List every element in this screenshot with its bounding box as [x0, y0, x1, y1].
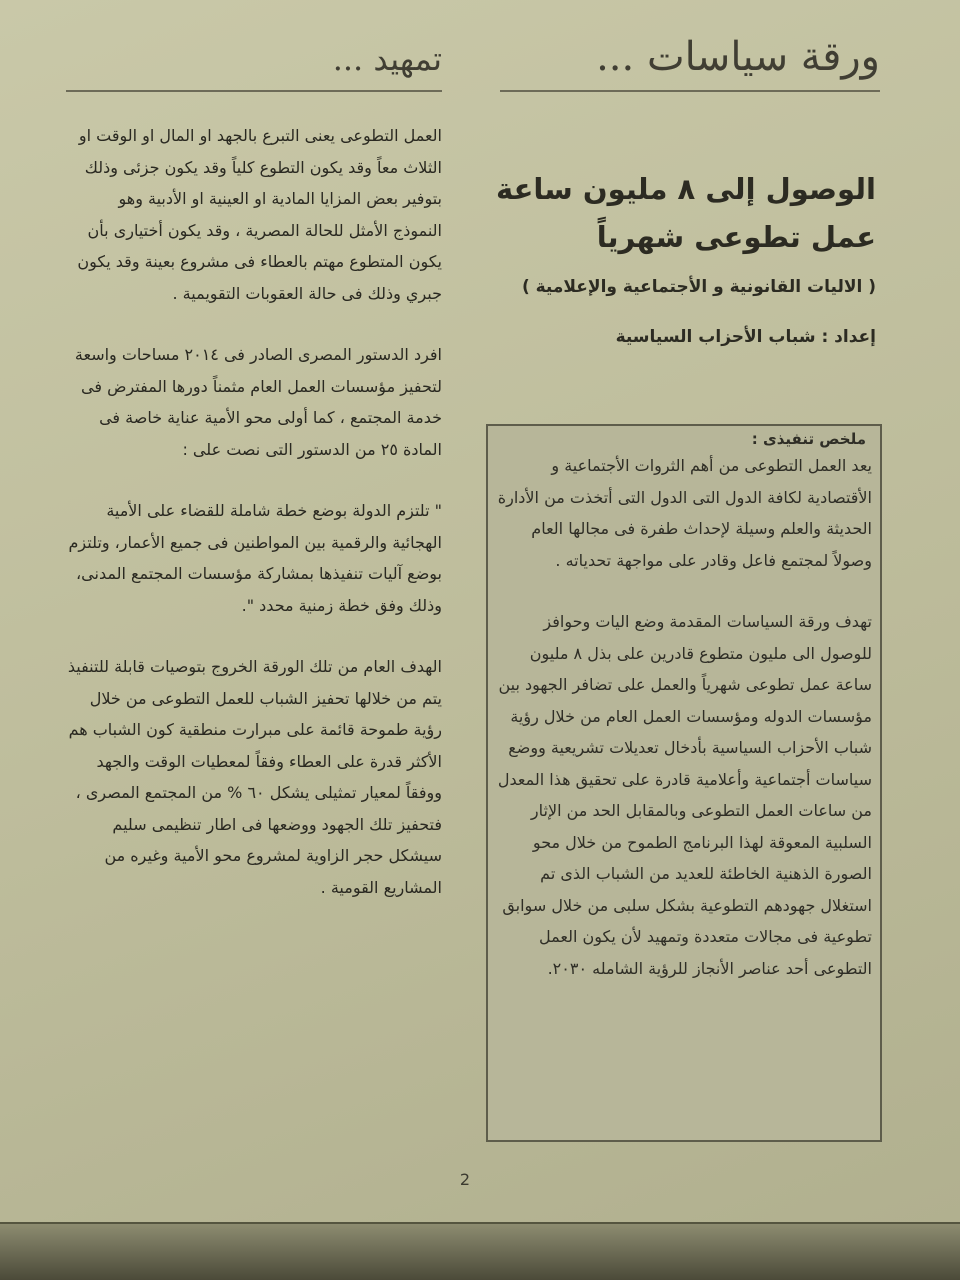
constitution-quote: " تلتزم الدولة بوضع خطة شاملة للقضاء على الأمية الهجائية والرقمية بين المواطنين فى جميع الأعمار، وتلتزم بوضع آليات تنفيذها بمشاركة مؤسسات المجتمع المدنى، وذلك وفق خطة زمنية محدد ".: [68, 501, 442, 615]
background-surface: [0, 1224, 960, 1280]
preface-paragraph: العمل التطوعى يعنى التبرع بالجهد او المال او الوقت او الثلاث معاً وقد يكون التطوع كلياً وقد يكون جزئى وذلك بتوفير بعض المزايا المادية او العينية او الأدبية وهو النموذج الأمثل للحالة المصرية ، وقد يكون أختيارى بأن يكون المتطوع مهتم بالعطاء فى مشروع بعينة وقد يكون جبري وذلك فى حالة العقوبات التقويمية .: [77, 126, 442, 303]
preface-paragraph: الهدف العام من تلك الورقة الخروج بتوصيات قابلة للتنفيذ يتم من خلالها تحفيز الشباب للعمل التطوعى من خلال رؤية طموحة قائمة على مبرارت منطقية كون الشباب هم الأكثر قدرة على العطاء وفقاً لمعطيات الوقت والجهد ووفقاً لمعيار تمثيلى يشكل ٦٠ % من المجتمع المصرى ، فتحفيز تلك الجهود ووضعها فى اطار تنظيمى سليم سيشكل حجر الزاوية لمشروع محو الأمية وغيره من المشاريع القومية .: [67, 657, 442, 897]
executive-summary-title: ملخص تنفيذى :: [751, 430, 866, 448]
preface-column: [66, 120, 442, 933]
summary-paragraph: يعد العمل التطوعى من أهم الثروات الأجتماعية و الأقتصادية لكافة الدول التى الدول التى أتخذت من الأدارة الحديثة والعلم وسيلة لإحداث طفرة فى مجالها العام وصولاً لمجتمع فاعل وقادر على مواجهة تحدياته .: [497, 456, 872, 570]
executive-summary-body: [496, 450, 872, 984]
page-number: 2: [459, 1170, 471, 1189]
preface-paragraph: افرد الدستور المصرى الصادر فى ٢٠١٤ مساحات واسعة لتحفيز مؤسسات العمل العام مثمناً دورها المفترض فى خدمة المجتمع ، كما أولى محو الأمية عناية خاصة فى المادة ٢٥ من الدستور التى نصت على :: [74, 345, 442, 459]
executive-summary-box: [486, 424, 882, 1142]
article-subtitle: ( الاليات القانونية و الأجتماعية والإعلامية ): [521, 277, 876, 297]
paragraph-gap: [496, 576, 872, 606]
policy-paper-header: ورقة سياسات ...: [500, 34, 880, 92]
article-author: إعداد : شباب الأحزاب السياسية: [615, 327, 876, 347]
summary-paragraph: تهدف ورقة السياسات المقدمة وضع اليات وحوافز للوصول الى مليون متطوع قادرين على بذل ٨ مليون ساعة عمل تطوعى شهرياً والعمل على تضافر الجهود بين مؤسسات الدوله ومؤسسات العمل العام من خلال رؤية شباب الأحزاب السياسية بأدخال تعديلات تشريعية ووضع سياسات أجتماعية وأعلامية قادرة على تحقيق هذا المعدل من ساعات العمل التطوعى وبالمقابل الحد من الإثار السلبية المعوقة لهذا البرنامج الطموح من خلال محو الصورة الذهنية الخاطئة للعديد من الشباب الذى تم استغلال جهودهم التطوعية بشكل سلبى من خلال سوابق تطوعية فى مجالات متعددة وتمهيد لأن يكون العمل التطوعى أحد عناصر الأنجاز للرؤية الشامله ٢٠٣٠.: [497, 612, 872, 978]
article-title: الوصول إلى ٨ مليون ساعة عمل تطوعى شهرياً: [495, 172, 876, 254]
preface-header: تمهيد ...: [66, 40, 442, 92]
